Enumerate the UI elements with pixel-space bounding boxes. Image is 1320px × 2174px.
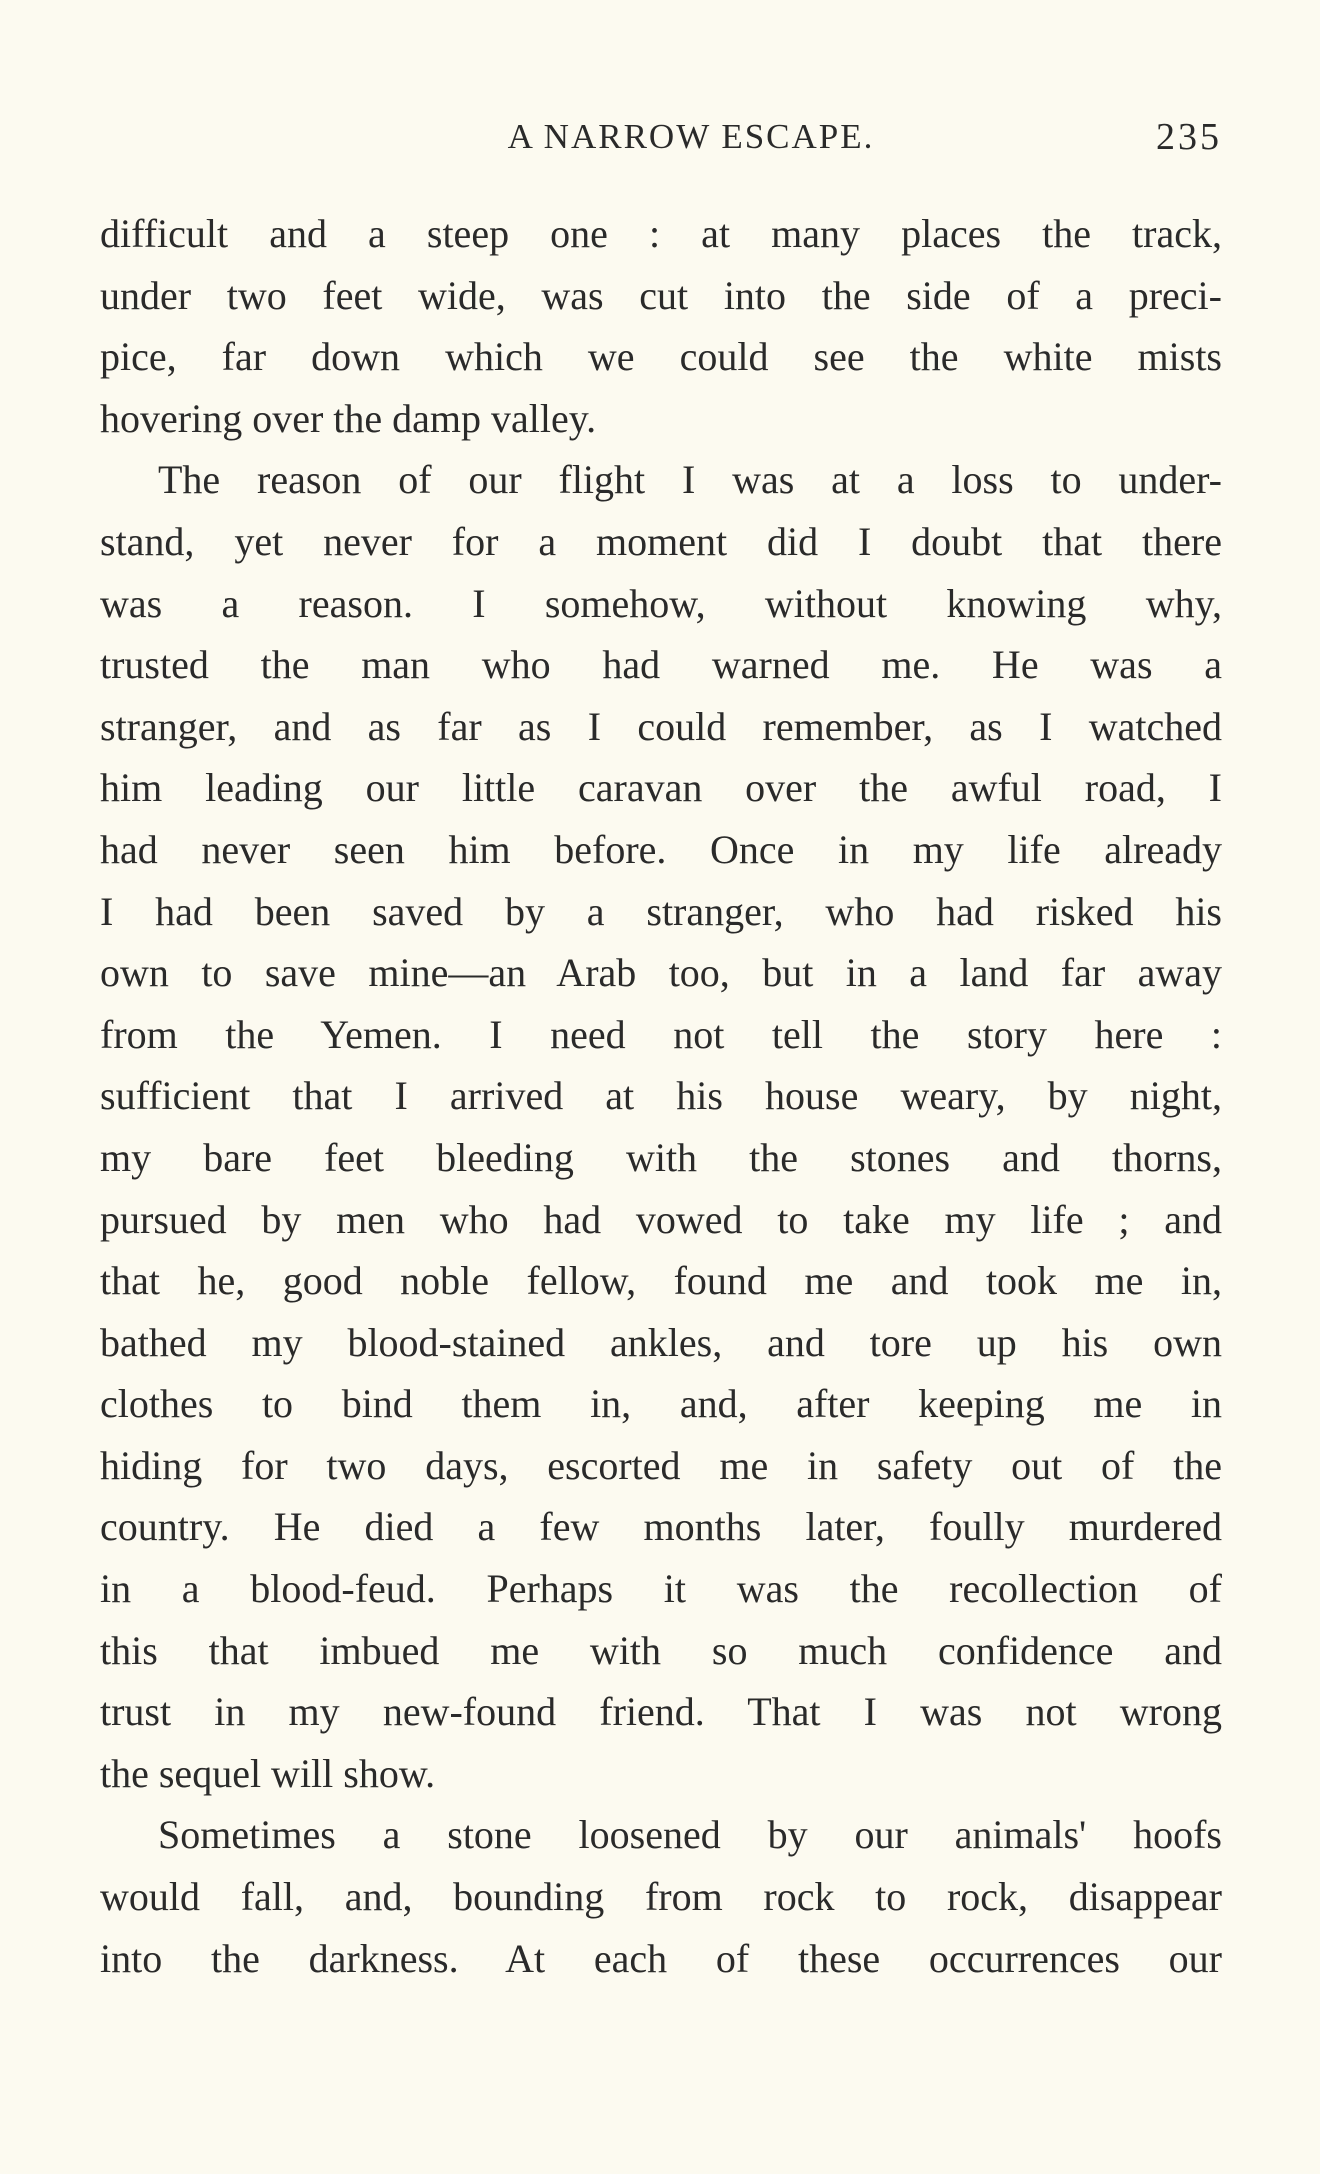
body-text bbox=[100, 203, 1222, 1989]
running-title: A NARROW ESCAPE. bbox=[507, 117, 875, 156]
text-line: hiding for two days, escorted me in safety out of the bbox=[100, 1442, 1222, 1488]
text-line: sufficient that I arrived at his house weary, by night, bbox=[100, 1073, 1222, 1119]
text-line: own to save mine—an Arab too, but in a land far away bbox=[100, 950, 1222, 996]
text-line: trust in my new-found friend. That I was not wrong bbox=[100, 1689, 1222, 1735]
text-line: bathed my blood-stained ankles, and tore up his own bbox=[100, 1319, 1222, 1365]
text-line: this that imbued me with so much confidence and bbox=[100, 1627, 1222, 1673]
text-line: pursued by men who had vowed to take my life ; and bbox=[100, 1196, 1222, 1242]
text-line: my bare feet bleeding with the stones and thorns, bbox=[100, 1134, 1222, 1180]
text-line: the sequel will show. bbox=[100, 1750, 436, 1796]
text-line: stand, yet never for a moment did I doubt that there bbox=[100, 518, 1222, 564]
text-line: had never seen him before. Once in my life already bbox=[100, 826, 1222, 872]
text-line: Sometimes a stone loosened by our animals' hoofs bbox=[158, 1812, 1222, 1858]
text-line: was a reason. I somehow, without knowing why, bbox=[100, 580, 1222, 626]
text-line: trusted the man who had warned me. He was a bbox=[100, 642, 1222, 688]
text-line: into the darkness. At each of these occurrences our bbox=[100, 1935, 1222, 1981]
text-line: The reason of our flight I was at a loss to under- bbox=[158, 457, 1222, 503]
text-line: him leading our little caravan over the awful road, I bbox=[100, 765, 1222, 811]
text-line: difficult and a steep one : at many places the track, bbox=[100, 211, 1222, 256]
text-line: pice, far down which we could see the white mists bbox=[100, 334, 1222, 380]
text-line: under two feet wide, was cut into the side of a preci- bbox=[100, 272, 1222, 318]
text-line: would fall, and, bounding from rock to rock, disappear bbox=[100, 1874, 1222, 1920]
text-line: country. He died a few months later, foully murdered bbox=[100, 1504, 1222, 1550]
text-line: clothes to bind them in, and, after keeping me in bbox=[100, 1381, 1222, 1427]
text-line: I had been saved by a stranger, who had risked his bbox=[100, 888, 1222, 934]
text-line: that he, good noble fellow, found me and took me in, bbox=[100, 1258, 1222, 1304]
page-number: 235 bbox=[1156, 116, 1222, 158]
page-header bbox=[100, 112, 1222, 162]
text-line: hovering over the damp valley. bbox=[100, 395, 597, 441]
text-line: in a blood-feud. Perhaps it was the recollection of bbox=[100, 1566, 1222, 1612]
text-line: from the Yemen. I need not tell the story here : bbox=[100, 1011, 1222, 1057]
text-line: stranger, and as far as I could remember, as I watched bbox=[100, 703, 1222, 749]
